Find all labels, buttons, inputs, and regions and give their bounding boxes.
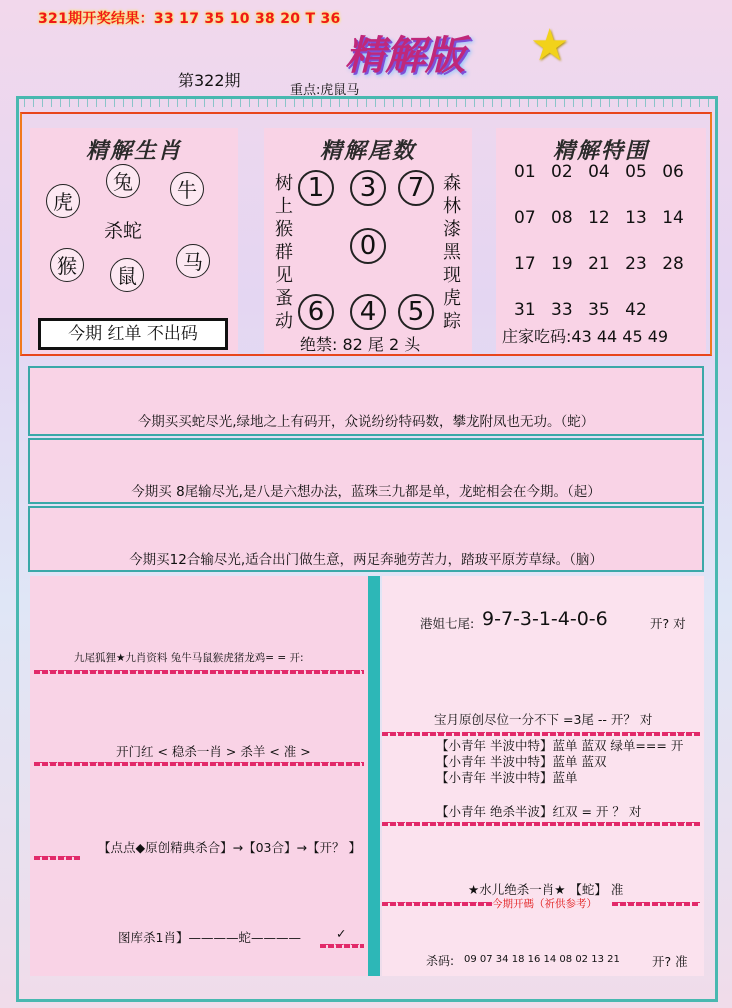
tail-digit: 3 (350, 170, 386, 206)
tail-digit: 7 (398, 170, 434, 206)
issue-number: 第322期 (178, 71, 241, 90)
riddle-text: 今期买 8尾输尽光,是八是六想办法，蓝珠三九都是单，龙蛇相会在今期。（起） (131, 484, 601, 500)
zodiac-circle: 鼠 (110, 258, 144, 292)
riddle-row-1 (28, 366, 704, 436)
left-column (30, 576, 368, 976)
dashed-divider (34, 762, 364, 766)
zodiac-circle: 猴 (50, 248, 84, 282)
red-single-banner: 今期 红单 不出码 (38, 318, 228, 350)
zigzag-border (24, 99, 714, 107)
special-title: 精解特围 (552, 138, 649, 164)
house-numbers: 庄家吃码:43 44 45 49 (502, 327, 669, 346)
zodiac-circle: 马 (176, 244, 210, 278)
kill-numbers-result: 开? 准 (652, 954, 688, 969)
seven-tail-result: 开? 对 (650, 616, 686, 631)
dashed-divider (34, 856, 80, 860)
special-row: 17 19 21 23 28 (514, 254, 684, 274)
tail-digit: 1 (298, 170, 334, 206)
youth-line: 【小青年 半波中特】蓝单 (436, 770, 578, 785)
tail-digit: 4 (350, 294, 386, 330)
left-poem: 树 上 猴 群 见 蚤 动 (275, 173, 293, 332)
special-row: 07 08 12 13 14 (514, 208, 684, 228)
riddle-text: 今期买买蛇尽光,绿地之上有码开，众说纷纷特码数，攀龙附凤也无功。（蛇） (137, 414, 595, 430)
tail-digit: 5 (398, 294, 434, 330)
previous-result: 321期开奖结果：33 17 35 10 38 20 T 36 (38, 11, 341, 27)
kill-combo: 【点点◆原创精典杀合】→【03合】→【开？ 】 (98, 840, 361, 855)
dashed-divider (382, 902, 492, 906)
zodiac-circle: 虎 (46, 184, 80, 218)
seven-tail-digits: 9-7-3-1-4-0-6 (482, 608, 608, 630)
dashed-divider (34, 670, 364, 674)
special-box (496, 128, 706, 354)
column-divider (368, 576, 380, 976)
special-row: 01 02 04 05 06 (514, 162, 684, 182)
gallery-kill: 图库杀1肖】————蛇———— (118, 930, 301, 945)
seven-tail-label: 港姐七尾: (420, 616, 475, 631)
tail-digit: 6 (298, 294, 334, 330)
riddle-row-2 (28, 438, 704, 504)
kill-numbers-label: 杀码: (426, 954, 455, 968)
zodiac-title: 精解生肖 (85, 138, 182, 164)
open-red: 开门红 < 稳杀一肖 > 杀羊 < 准 > (116, 744, 311, 759)
kill-half-wave: 【小青年 绝杀半波】红双 = 开 ？ 对 (436, 804, 642, 819)
water-kill: ★水儿绝杀一肖★ 【蛇】 准 (468, 882, 624, 897)
youth-line: 【小青年 半波中特】蓝单 蓝双 (436, 754, 607, 769)
right-column (382, 576, 704, 976)
kill-numbers: 09 07 34 18 16 14 08 02 13 21 (464, 954, 620, 965)
right-poem: 森 林 漆 黑 现 虎 踪 (443, 173, 461, 332)
youth-line: 【小青年 半波中特】蓝单 蓝双 绿单=== 开 (436, 738, 684, 753)
dashed-divider (382, 822, 700, 826)
treasure-tail: 宝月原创尽位一分不下 =3尾 -- 开？ 对 (434, 712, 653, 727)
star-icon: ★ (530, 20, 570, 71)
special-row: 31 33 35 42 (514, 300, 647, 320)
ban-text: 绝禁: 82 尾 2 头 (300, 335, 421, 354)
tail-box (264, 128, 472, 354)
fox-nine-zodiac: 九尾狐狸★九肖资料 兔牛马鼠猴虎猪龙鸡= = 开: (74, 652, 304, 664)
focus-text: 重点:虎鼠马 (290, 83, 360, 98)
check-mark: ✓ (336, 926, 347, 941)
dashed-divider (320, 944, 364, 948)
reference-note: 今期开碼（祈供参考） (492, 898, 597, 910)
tail-digit: 0 (350, 228, 386, 264)
dashed-divider (612, 902, 700, 906)
tail-title: 精解尾数 (319, 138, 416, 164)
zodiac-circle: 兔 (106, 164, 140, 198)
logo-title: 精解版 (345, 32, 465, 79)
kill-zodiac: 杀蛇 (104, 220, 143, 242)
riddle-text: 今期买12合输尽光,适合出门做生意，两足奔驰劳苦力，踏玻平原芳草绿。（脑） (129, 552, 603, 568)
zodiac-circle: 牛 (170, 172, 204, 206)
riddle-row-3 (28, 506, 704, 572)
